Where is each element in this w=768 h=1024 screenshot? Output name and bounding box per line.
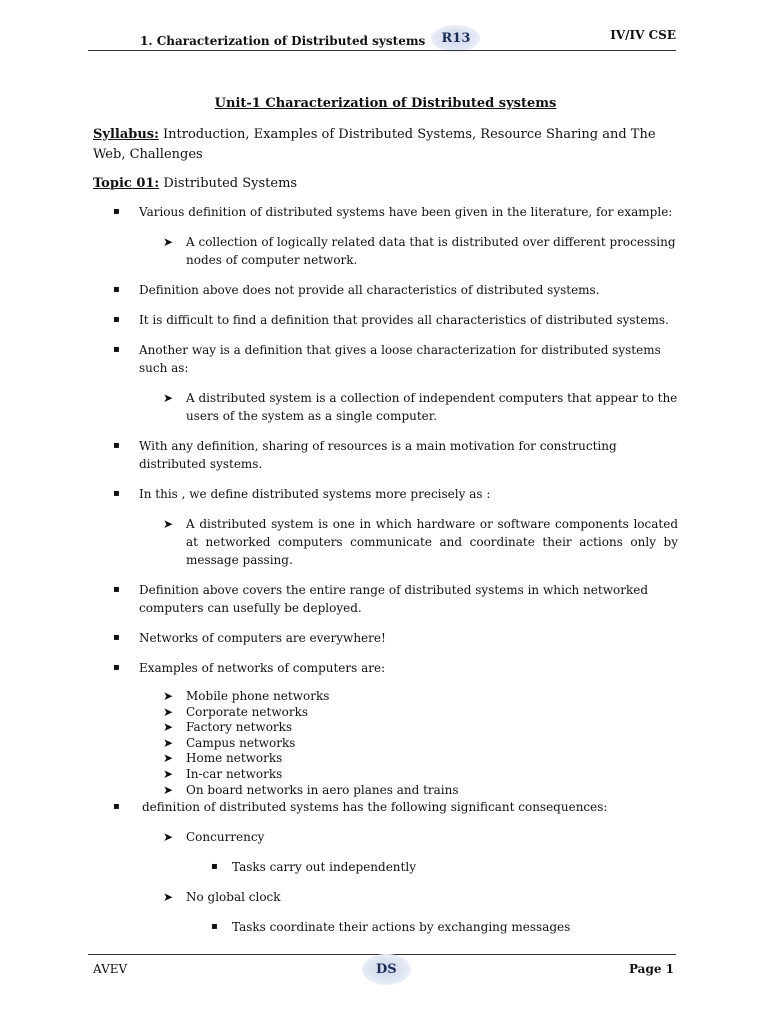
doc-title: Unit-1 Characterization of Distributed systems <box>214 96 557 111</box>
footer-left: AVEV <box>93 962 128 976</box>
bullet-item: ▪ definition of distributed systems has the following significant consequences: <box>93 798 678 816</box>
arrow-bullet-icon: ➤ <box>163 751 174 766</box>
sub-sub-bullet-item: ▪ Tasks coordinate their actions by exchanging messages <box>93 918 678 936</box>
sub-bullet-item: ➤ A distributed system is one in which hardware or software components located at networked computers communicate and coordinate their actions only by message passing. <box>163 517 678 567</box>
syllabus-text: Introduction, Examples of Distributed Systems, Resource Sharing and The Web, Challenges <box>93 127 656 162</box>
list-item: ➤ Home networks <box>163 751 283 766</box>
header-chapter-title: 1. Characterization of Distributed systems <box>140 34 426 48</box>
bullet-item: ▪ Networks of computers are everywhere! <box>93 629 678 647</box>
arrow-bullet-icon: ➤ <box>163 517 174 531</box>
sub-bullet-item: ➤ A collection of logically related data that is distributed over different processing nodes of computer network. <box>163 235 676 267</box>
header-course: IV/IV CSE <box>610 28 676 42</box>
list-item: ➤ Campus networks <box>163 735 296 750</box>
bullet-item: ▪ Various definition of distributed systems have been given in the literature, for example: <box>93 203 678 221</box>
page-header <box>88 22 676 50</box>
topic-label: Topic 01: <box>93 176 160 191</box>
list-item: ➤ Factory networks <box>163 720 293 735</box>
list-item: ➤ In-car networks <box>163 766 283 781</box>
bullet-item: ▪ In this , we define distributed systems more precisely as : <box>93 485 678 503</box>
topic-heading <box>93 175 678 193</box>
syllabus-label: Syllabus: <box>93 127 159 142</box>
arrow-bullet-icon: ➤ <box>163 782 174 797</box>
bullet-item: ▪ Examples of networks of computers are: <box>93 659 678 677</box>
arrow-bullet-icon: ➤ <box>163 704 174 719</box>
network-list <box>93 689 678 798</box>
bullet-item: ▪ Definition above does not provide all characteristics of distributed systems. <box>93 281 678 299</box>
syllabus <box>93 125 678 165</box>
arrow-bullet-icon: ➤ <box>163 735 174 750</box>
footer-badge: DS <box>362 954 411 985</box>
bullet-item: ▪ Another way is a definition that gives a loose characterization for distributed systems such as: <box>93 341 678 377</box>
page-content <box>93 95 678 948</box>
list-item: ➤ Corporate networks <box>163 704 308 719</box>
arrow-bullet-icon: ➤ <box>163 689 174 703</box>
arrow-bullet-icon: ➤ <box>163 830 174 845</box>
list-item: ➤ On board networks in aero planes and trains <box>163 782 459 797</box>
sub-bullet-item: ➤ Concurrency <box>163 830 265 845</box>
page-number: Page 1 <box>628 962 674 976</box>
sub-sub-bullet-item: ▪ Tasks carry out independently <box>93 858 678 876</box>
footer-badge-wrap <box>362 954 411 985</box>
arrow-bullet-icon: ➤ <box>163 391 174 405</box>
arrow-bullet-icon: ➤ <box>163 720 174 735</box>
arrow-bullet-icon: ➤ <box>163 890 174 905</box>
arrow-bullet-icon: ➤ <box>163 766 174 781</box>
sub-bullet-item: ➤ No global clock <box>163 890 281 905</box>
arrow-bullet-icon: ➤ <box>163 235 174 249</box>
header-rule <box>88 50 676 51</box>
header-badge: R13 <box>431 25 480 52</box>
list-item: ➤ Mobile phone networks <box>163 689 330 703</box>
bullet-item: ▪ It is difficult to find a definition that provides all characteristics of distributed systems. <box>93 311 678 329</box>
topic-text: Distributed Systems <box>159 176 298 191</box>
sub-bullet-item: ➤ A distributed system is a collection of independent computers that appear to the users of the system as a single computer. <box>163 391 678 423</box>
bullet-item: ▪ With any definition, sharing of resources is a main motivation for constructing distributed systems. <box>93 437 678 473</box>
bullet-item: ▪ Definition above covers the entire range of distributed systems in which networked computers can usefully be deployed. <box>93 581 678 617</box>
